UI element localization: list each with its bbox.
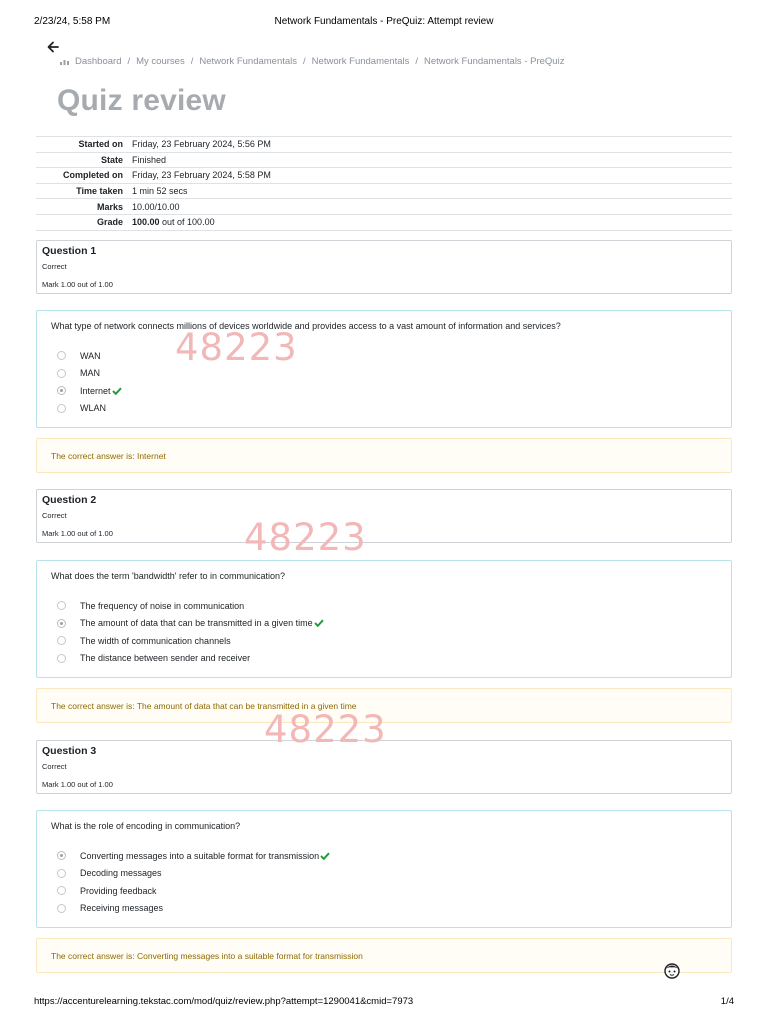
answer-option xyxy=(51,900,717,918)
answer-label: MAN xyxy=(80,368,100,379)
question-text: What type of network connects millions of devices worldwide and provides access to a vast amount of information and services? xyxy=(51,321,561,331)
correct-answer-feedback xyxy=(36,688,732,723)
summary-value: Finished xyxy=(132,154,167,165)
radio-button[interactable] xyxy=(57,886,66,895)
user-avatar-icon[interactable] xyxy=(662,962,682,980)
print-page-number: 1/4 xyxy=(720,996,734,1007)
summary-label: Started on xyxy=(78,139,123,150)
breadcrumb-section[interactable]: Network Fundamentals xyxy=(311,56,410,67)
summary-row-time-taken xyxy=(36,183,732,199)
radio-button[interactable] xyxy=(57,904,66,913)
question-number: Question 3 xyxy=(42,745,97,757)
breadcrumb-separator: / xyxy=(415,56,418,67)
answer-option xyxy=(51,650,717,668)
dashboard-icon xyxy=(59,57,70,66)
feedback-text: The correct answer is: The amount of data that can be transmitted in a given time xyxy=(51,700,357,711)
summary-value: Friday, 23 February 2024, 5:56 PM xyxy=(132,139,271,150)
correct-answer-feedback xyxy=(36,938,732,973)
radio-button[interactable] xyxy=(57,869,66,878)
print-url: https://accenturelearning.tekstac.com/mod/quiz/review.php?attempt=1290041&cmid=7973 xyxy=(34,996,414,1007)
answer-option xyxy=(51,865,717,883)
answer-label: Receiving messages xyxy=(80,903,164,914)
summary-row-grade xyxy=(36,214,732,230)
summary-label: Marks xyxy=(96,201,123,212)
radio-button-checked[interactable] xyxy=(57,386,66,395)
summary-row-state xyxy=(36,152,732,168)
breadcrumb-dashboard[interactable]: Dashboard xyxy=(75,56,122,67)
attempt-summary-table xyxy=(36,136,732,231)
print-footer xyxy=(34,996,734,1008)
question-info xyxy=(36,489,732,543)
summary-value xyxy=(132,214,732,230)
answer-list xyxy=(51,347,717,417)
question-state: Correct xyxy=(42,511,67,520)
breadcrumb-course[interactable]: Network Fundamentals xyxy=(199,56,298,67)
answer-list xyxy=(51,597,717,667)
summary-value: 1 min 52 secs xyxy=(132,186,188,197)
radio-button[interactable] xyxy=(57,369,66,378)
radio-button[interactable] xyxy=(57,601,66,610)
question-text: What does the term 'bandwidth' refer to in communication? xyxy=(51,571,286,581)
answer-label: The frequency of noise in communication xyxy=(80,600,245,611)
answer-label: Decoding messages xyxy=(80,868,162,879)
feedback-text: The correct answer is: Converting messages into a suitable format for transmission xyxy=(51,950,363,961)
question-formulation xyxy=(36,560,732,678)
answer-option xyxy=(51,400,717,418)
question-info xyxy=(36,240,732,294)
summary-label: Grade xyxy=(96,217,123,228)
summary-label: Completed on xyxy=(63,170,123,181)
grade-score: 100.00 xyxy=(132,217,160,228)
arrow-left-icon[interactable] xyxy=(46,40,60,54)
answer-label: WAN xyxy=(80,350,101,361)
answer-label: The width of communication channels xyxy=(80,635,231,646)
summary-row-started xyxy=(36,137,732,153)
question-state: Correct xyxy=(42,262,67,271)
radio-button-checked[interactable] xyxy=(57,619,66,628)
answer-option xyxy=(51,347,717,365)
print-document-title: Network Fundamentals - PreQuiz: Attempt review xyxy=(274,16,494,27)
question-formulation xyxy=(36,310,732,428)
answer-option xyxy=(51,365,717,383)
answer-option xyxy=(51,882,717,900)
question-number: Question 1 xyxy=(42,245,97,257)
summary-value: Friday, 23 February 2024, 5:58 PM xyxy=(132,170,271,181)
answer-list xyxy=(51,847,717,917)
question-mark: Mark 1.00 out of 1.00 xyxy=(42,529,113,538)
question-formulation xyxy=(36,810,732,928)
summary-row-marks xyxy=(36,199,732,215)
summary-value: 10.00/10.00 xyxy=(132,201,180,212)
check-icon xyxy=(314,619,324,627)
watermark: 48223 xyxy=(175,326,298,369)
question-state: Correct xyxy=(42,762,67,771)
check-icon xyxy=(320,852,330,860)
radio-button[interactable] xyxy=(57,654,66,663)
radio-button[interactable] xyxy=(57,404,66,413)
radio-button[interactable] xyxy=(57,636,66,645)
summary-row-completed xyxy=(36,168,732,184)
page-title: Quiz review xyxy=(57,84,226,117)
print-datetime: 2/23/24, 5:58 PM xyxy=(34,16,111,27)
answer-label: WLAN xyxy=(80,403,107,414)
summary-label: Time taken xyxy=(76,186,123,197)
question-text: What is the role of encoding in communication? xyxy=(51,821,241,831)
breadcrumb-separator: / xyxy=(127,56,131,67)
radio-button[interactable] xyxy=(57,351,66,360)
answer-label: The amount of data that can be transmitted in a given time xyxy=(80,618,313,629)
answer-option-selected xyxy=(51,382,717,400)
breadcrumb-separator: / xyxy=(190,56,194,67)
breadcrumb-separator: / xyxy=(303,56,306,67)
summary-label: State xyxy=(100,154,123,165)
answer-option-selected xyxy=(51,615,717,633)
question-mark: Mark 1.00 out of 1.00 xyxy=(42,780,113,789)
answer-option xyxy=(51,597,717,615)
answer-option xyxy=(51,632,717,650)
radio-button-checked[interactable] xyxy=(57,851,66,860)
grade-total: out of 100.00 xyxy=(159,217,215,228)
correct-answer-feedback xyxy=(36,438,732,473)
answer-option-selected xyxy=(51,847,717,865)
watermark: 48223 xyxy=(264,708,387,751)
answer-label: Converting messages into a suitable format for transmission xyxy=(80,850,320,861)
print-header xyxy=(34,16,734,30)
answer-label: Internet xyxy=(80,385,111,396)
watermark: 48223 xyxy=(244,516,367,559)
question-number: Question 2 xyxy=(42,494,97,506)
answer-label: The distance between sender and receiver xyxy=(80,653,251,664)
breadcrumb-quiz[interactable]: Network Fundamentals - PreQuiz xyxy=(424,56,565,67)
breadcrumb xyxy=(59,56,564,67)
question-info xyxy=(36,740,732,794)
answer-label: Providing feedback xyxy=(80,885,157,896)
check-icon xyxy=(112,387,122,395)
feedback-text: The correct answer is: Internet xyxy=(51,450,166,461)
question-mark: Mark 1.00 out of 1.00 xyxy=(42,280,113,289)
breadcrumb-my-courses[interactable]: My courses xyxy=(136,56,185,67)
